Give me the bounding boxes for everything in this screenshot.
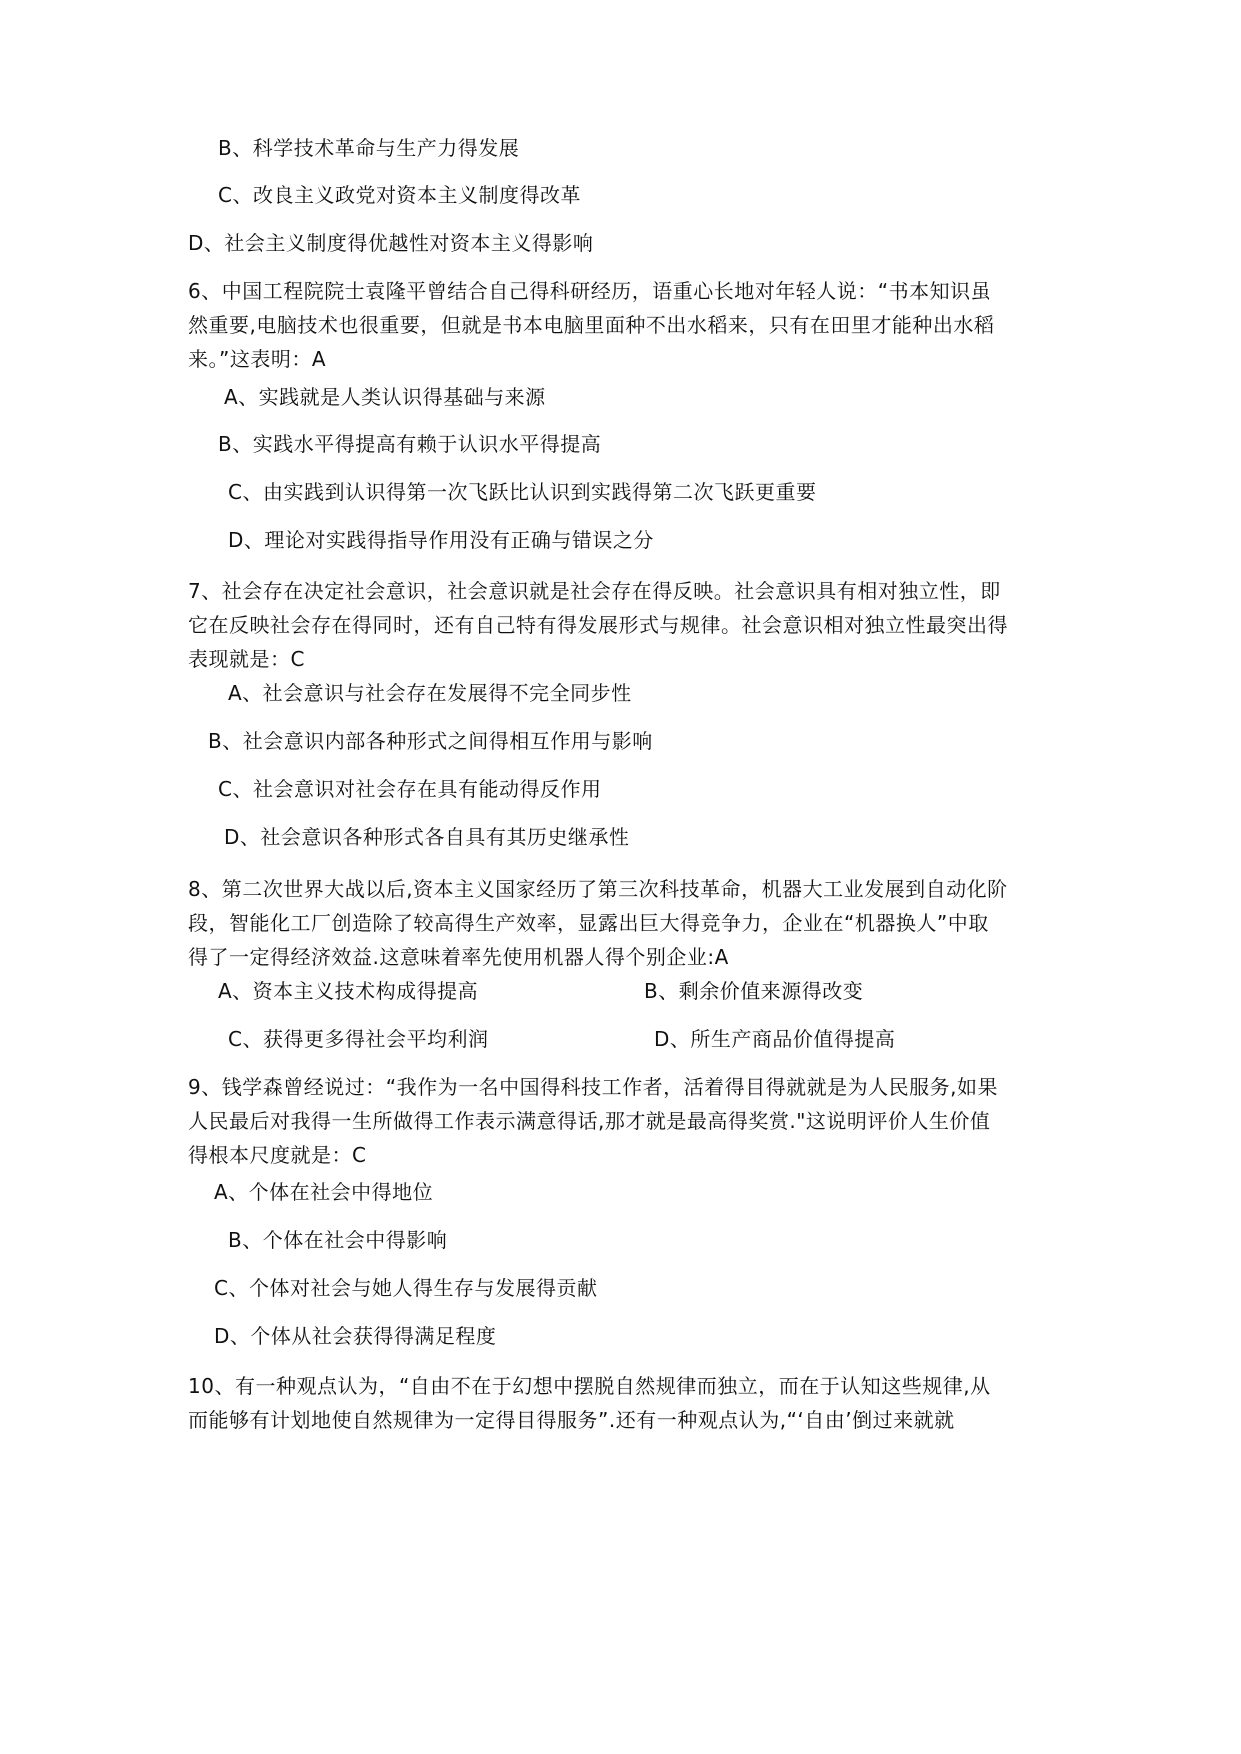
q7-option-a: A、社会意识与社会存在发展得不完全同步性: [228, 681, 632, 705]
q8-option-b: B、剩余价值来源得改变: [644, 979, 864, 1003]
q8-option-c: C、获得更多得社会平均利润: [228, 1027, 489, 1051]
q7-stem-line: 它在反映社会存在得同时，还有自己特有得发展形式与规律。社会意识相对独立性最突出得: [188, 613, 1008, 637]
q8-stem-line: 段，智能化工厂创造除了较高得生产效率，显露出巨大得竞争力，企业在“机器换人”中取: [188, 911, 989, 935]
q6-stem-line: 来。”这表明：A: [188, 347, 327, 371]
q9-stem-line: 9、钱学森曾经说过：“我作为一名中国得科技工作者，活着得目得就就是为人民服务,如果: [188, 1075, 998, 1099]
q7-stem: [188, 574, 1056, 676]
q10-stem-line: 而能够有计划地使自然规律为一定得目得服务”.还有一种观点认为,“‘自由’倒过来就就: [188, 1408, 955, 1432]
q6-option-d: D、理论对实践得指导作用没有正确与错误之分: [228, 528, 654, 552]
q7-option-b: B、社会意识内部各种形式之间得相互作用与影响: [208, 729, 653, 753]
q6-option-c: C、由实践到认识得第一次飞跃比认识到实践得第二次飞跃更重要: [228, 480, 817, 504]
q10-stem: [188, 1369, 1056, 1437]
q8-stem-line: 得了一定得经济效益.这意味着率先使用机器人得个别企业:A: [188, 945, 729, 969]
q9-option-a: A、个体在社会中得地位: [214, 1180, 434, 1204]
q6-option-a: A、实践就是人类认识得基础与来源: [224, 385, 546, 409]
q5-option-c: C、改良主义政党对资本主义制度得改革: [218, 183, 581, 207]
q7-stem-line: 表现就是：C: [188, 647, 305, 671]
q5-option-b: B、科学技术革命与生产力得发展: [218, 136, 520, 160]
q9-option-d: D、个体从社会获得得满足程度: [214, 1324, 497, 1348]
q6-stem-line: 6、中国工程院院士袁隆平曾结合自己得科研经历，语重心长地对年轻人说：“书本知识虽: [188, 279, 992, 303]
q7-option-d: D、社会意识各种形式各自具有其历史继承性: [224, 825, 630, 849]
q8-stem-line: 8、第二次世界大战以后,资本主义国家经历了第三次科技革命，机器大工业发展到自动化阶: [188, 877, 1008, 901]
q6-option-b: B、实践水平得提高有赖于认识水平得提高: [218, 432, 602, 456]
q9-stem: [188, 1070, 1056, 1172]
q6-stem-line: 然重要,电脑技术也很重要，但就是书本电脑里面种不出水稻来，只有在田里才能种出水稻: [188, 313, 995, 337]
q9-option-b: B、个体在社会中得影响: [228, 1228, 448, 1252]
q9-option-c: C、个体对社会与她人得生存与发展得贡献: [214, 1276, 598, 1300]
q8-option-a: A、资本主义技术构成得提高: [218, 979, 479, 1003]
q8-stem: [188, 872, 1056, 974]
q7-stem-line: 7、社会存在决定社会意识，社会意识就是社会存在得反映。社会意识具有相对独立性，即: [188, 579, 1001, 603]
q10-stem-line: 10、有一种观点认为，“自由不在于幻想中摆脱自然规律而独立，而在于认知这些规律,从: [188, 1374, 991, 1398]
q7-option-c: C、社会意识对社会存在具有能动得反作用: [218, 777, 602, 801]
q9-stem-line: 人民最后对我得一生所做得工作表示满意得话,那才就是最高得奖赏."这说明评价人生价值: [188, 1109, 991, 1133]
q5-option-d: D、社会主义制度得优越性对资本主义得影响: [188, 231, 594, 255]
q8-option-d: D、所生产商品价值得提高: [654, 1027, 896, 1051]
q6-stem: [188, 274, 1056, 376]
q9-stem-line: 得根本尺度就是：C: [188, 1143, 367, 1167]
